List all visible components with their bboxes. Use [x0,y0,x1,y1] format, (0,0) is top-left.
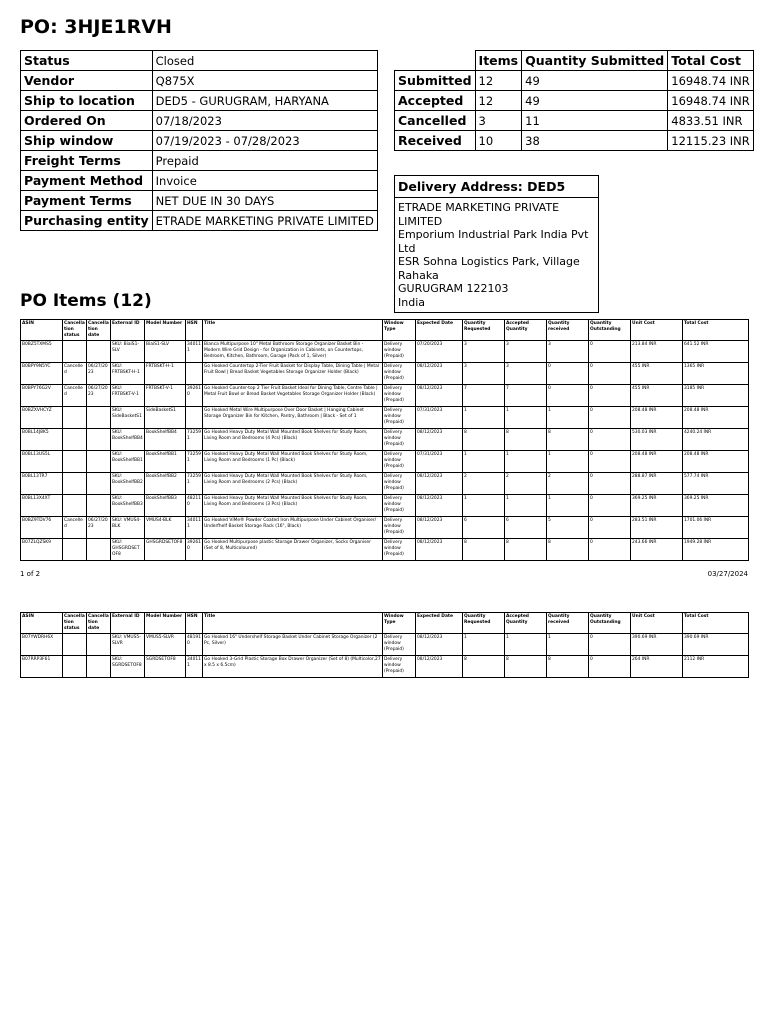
cell-hsn [186,407,203,429]
cell-hsn: 732591 [186,473,203,495]
detail-value: 07/18/2023 [152,111,377,131]
table-row [21,341,749,363]
col-header-window-type: Window Type [383,613,416,634]
cell-cancellation-status [63,473,87,495]
cell-quantity-received: 3 [547,341,589,363]
cell-unit-cost: 213.84 INR [631,341,683,363]
cell-expected-date: 08/12/2023 [416,539,463,561]
table-row [21,473,749,495]
cell-quantity-outstanding: 0 [589,517,631,539]
col-header-expected-date: Expected Date [416,613,463,634]
cell-cancellation-status: Cancelled [63,517,87,539]
col-header-quantity-received: Quantity received [547,320,589,341]
cell-total-cost: 4240.24 INR [683,429,749,451]
po-items-table-page-1 [20,319,749,561]
cell-quantity-requested: 8 [463,429,505,451]
detail-row-status [21,51,378,71]
cell-quantity-received: 1 [547,495,589,517]
col-header-external-id: External ID [111,613,145,634]
cell-cancellation-status [63,451,87,473]
col-header-accepted-quantity: Accepted Quantity [505,320,547,341]
cell-window-type: Delivery window (Prepaid) [383,407,416,429]
cell-cancellation-status: Cancelled [63,363,87,385]
cell-asin: B07ZLQZSK9 [21,539,63,561]
cell-total-cost: 2112 INR [683,656,749,678]
cell-unit-cost: 530.03 INR [631,429,683,451]
cell-cancellation-date [87,341,111,363]
col-header-quantity-requested: Quantity Requested [463,613,505,634]
detail-row-purchasing-entity [21,211,378,231]
cell-external-id: SKU: SideBasketS1 [111,407,145,429]
cell-title: Go Hooked Heavy Duty Metal Wall Mounted Book Shelves for Study Room, Living Room and Bedrooms (4 Pcs) (Black) [203,429,383,451]
cell-unit-cost: 455 INR [631,363,683,385]
cell-accepted-quantity: 2 [505,473,547,495]
cell-total-cost: 1365 INR [683,363,749,385]
po-items-title: PO Items (12) [20,291,152,311]
cell-total-cost: 1701.06 INR [683,517,749,539]
col-header-cancellation-date: Cancellation date [87,320,111,341]
cell-total-cost: 208.48 INR [683,407,749,429]
cell-total-cost: 3185 INR [683,385,749,407]
summary-cost: 16948.74 INR [668,71,754,91]
cell-hsn: 732591 [186,429,203,451]
cell-quantity-outstanding: 0 [589,407,631,429]
col-header-accepted-quantity: Accepted Quantity [505,613,547,634]
cell-cancellation-date [87,473,111,495]
col-header-hsn: HSN [186,320,203,341]
po-details-table [20,50,378,231]
cell-title: Go Hooked Counter-top 2 Tier Fruit Basket Ideal for Dining Table, Centre Table | Metal Fruit Bowl or Bread Basket Vegetables Storage Organizer Holder (Black) [203,385,383,407]
summary-label: Received [395,131,476,151]
cell-window-type: Delivery window (Prepaid) [383,363,416,385]
cell-quantity-requested: 3 [463,341,505,363]
cell-expected-date: 08/12/2023 [416,473,463,495]
detail-label: Vendor [21,71,153,91]
cell-title: Go Hooked Heavy Duty Metal Wall Mounted Book Shelves for Study Room, Living Room and Bedrooms (2 Pcs) (Black) [203,473,383,495]
summary-corner [395,51,476,71]
cell-cancellation-status [63,429,87,451]
cell-asin: B07RRP3F61 [21,656,63,678]
cell-hsn: 340111 [186,341,203,363]
cell-external-id: SKU: FRTBSKT-H-1 [111,363,145,385]
address-line: ESR Sohna Logistics Park, Village Rahaka [398,255,580,282]
detail-value: NET DUE IN 30 DAYS [152,191,377,211]
cell-quantity-received: 5 [547,517,589,539]
summary-row-cancelled [395,111,754,131]
cell-title: Go Hooked Heavy Duty Metal Wall Mounted Book Shelves for Study Room, Living Room and Bedrooms (1 Pc) (Black) [203,451,383,473]
cell-accepted-quantity: 8 [505,656,547,678]
cell-title: Go Hooked 3-Grid Plastic Storage Box Drawer Organizer (Set of 8) (Multicolor,27 x 8.5 x 6.5cm) [203,656,383,678]
col-header-quantity-requested: Quantity Requested [463,320,505,341]
col-header-window-type: Window Type [383,320,416,341]
summary-label: Accepted [395,91,476,111]
table-row [21,634,749,656]
cell-title: Bianca Multipurpose 10" Metal Bathroom Storage Organizer Basket Bin - Modern Wire Grid Design - for Organization in Cabinets, on Countertops, Bedroom, Kitchen, Bathroom, Garage (Pack of 1, Silver) [203,341,383,363]
detail-row-payment-method [21,171,378,191]
cell-expected-date: 07/20/2023 [416,341,463,363]
cell-asin: B0BL13US5L [21,451,63,473]
cell-unit-cost: 208.48 INR [631,451,683,473]
cell-expected-date: 07/31/2023 [416,407,463,429]
detail-value: 07/19/2023 - 07/28/2023 [152,131,377,151]
cell-external-id: SKU: BookShelfBB1 [111,451,145,473]
cell-accepted-quantity: 1 [505,407,547,429]
cell-cancellation-date [87,429,111,451]
summary-items: 12 [475,71,522,91]
cell-asin: B0BL14J8K5 [21,429,63,451]
detail-label: Purchasing entity [21,211,153,231]
cell-model-number: VMUS5-SLVR [145,634,186,656]
items-header-row [21,320,749,341]
cell-hsn: 481910 [186,634,203,656]
summary-cost: 4833.51 INR [668,111,754,131]
cell-model-number: BookShelfBB1 [145,451,186,473]
cell-unit-cost: 390.69 INR [631,634,683,656]
cell-window-type: Delivery window (Prepaid) [383,539,416,561]
cell-quantity-requested: 8 [463,539,505,561]
cell-external-id: SKU: BookShelfBB2 [111,473,145,495]
cell-accepted-quantity: 6 [505,517,547,539]
summary-items: 10 [475,131,522,151]
cell-title: Go Hooked Metal Wire Multipurpose Over Door Basket | Hanging Cabinet Storage Organizer Bin for Kitchen, Pantry, Bathroom | Black - Set of 1 [203,407,383,429]
detail-row-payment-terms [21,191,378,211]
cell-title: Go Hooked Heavy Duty Metal Wall Mounted Book Shelves for Study Room, Living Room and Bedrooms (3 Pcs) (Black) [203,495,383,517]
detail-row-ship-window [21,131,378,151]
cell-cancellation-status [63,634,87,656]
detail-label: Payment Method [21,171,153,191]
summary-qty: 38 [522,131,668,151]
cell-total-cost: 1949.28 INR [683,539,749,561]
col-header-asin: ASIN [21,320,63,341]
summary-cost: 12115.23 INR [668,131,754,151]
summary-items: 12 [475,91,522,111]
detail-row-freight-terms [21,151,378,171]
detail-label: Ship to location [21,91,153,111]
table-row [21,451,749,473]
po-title: PO: 3HJE1RVH [20,16,172,38]
cell-accepted-quantity: 8 [505,539,547,561]
cell-quantity-outstanding: 0 [589,429,631,451]
cell-cancellation-status [63,656,87,678]
cell-expected-date: 08/12/2023 [416,656,463,678]
cell-asin: B0BZ5TXMS5 [21,341,63,363]
summary-label: Submitted [395,71,476,91]
cell-quantity-requested: 6 [463,517,505,539]
table-row [21,385,749,407]
delivery-address-box [394,175,599,313]
cell-cancellation-date [87,539,111,561]
cell-total-cost: 577.74 INR [683,473,749,495]
detail-label: Ordered On [21,111,153,131]
cell-model-number: SideBasketS1 [145,407,186,429]
cell-quantity-requested: 7 [463,385,505,407]
summary-cost: 16948.74 INR [668,91,754,111]
cell-accepted-quantity: 1 [505,634,547,656]
cell-model-number: GHSGRDSETOF8 [145,539,186,561]
col-header-quantity-outstanding: Quantity Outstanding [589,613,631,634]
summary-qty: 11 [522,111,668,131]
cell-quantity-received: 1 [547,407,589,429]
cell-cancellation-date [87,656,111,678]
col-header-cancellation-status: Cancellation status [63,613,87,634]
summary-row-accepted [395,91,754,111]
cell-cancellation-date [87,495,111,517]
cell-cancellation-status [63,341,87,363]
cell-expected-date: 08/12/2023 [416,363,463,385]
cell-cancellation-status [63,495,87,517]
cell-quantity-requested: 2 [463,473,505,495]
cell-asin: B0BPY76G2V [21,385,63,407]
cell-model-number: SGRDSETOF8 [145,656,186,678]
cell-quantity-outstanding: 0 [589,473,631,495]
cell-quantity-received: 1 [547,634,589,656]
detail-label: Ship window [21,131,153,151]
cell-quantity-received: 0 [547,385,589,407]
delivery-address-body [395,198,598,312]
cell-hsn: 340111 [186,517,203,539]
col-header-total-cost: Total Cost [683,320,749,341]
cell-quantity-outstanding: 0 [589,656,631,678]
cell-quantity-outstanding: 0 [589,385,631,407]
cell-total-cost: 369.25 INR [683,495,749,517]
cell-cancellation-date: 06/27/2023 [87,385,111,407]
cell-expected-date: 07/31/2023 [416,451,463,473]
summary-header-cost: Total Cost [668,51,754,71]
cell-cancellation-date [87,407,111,429]
address-line: GURUGRAM 122103 [398,282,509,295]
cell-accepted-quantity: 1 [505,451,547,473]
po-items-table-page-2 [20,612,749,678]
cell-expected-date: 08/12/2023 [416,517,463,539]
cell-asin: B0BL13X4XT [21,495,63,517]
print-date: 03/27/2024 [707,570,748,578]
cell-quantity-received: 8 [547,656,589,678]
col-header-hsn: HSN [186,613,203,634]
cell-model-number: BiaiS1-SLV [145,341,186,363]
cell-expected-date: 08/12/2023 [416,634,463,656]
cell-quantity-outstanding: 0 [589,634,631,656]
cell-window-type: Delivery window (Prepaid) [383,341,416,363]
cell-quantity-received: 8 [547,429,589,451]
col-header-title: Title [203,613,383,634]
col-header-asin: ASIN [21,613,63,634]
cell-accepted-quantity: 1 [505,495,547,517]
cell-quantity-requested: 3 [463,363,505,385]
cell-quantity-outstanding: 0 [589,495,631,517]
col-header-title: Title [203,320,383,341]
detail-label: Status [21,51,153,71]
cell-hsn: 392610 [186,385,203,407]
cell-accepted-quantity: 8 [505,429,547,451]
cell-quantity-received: 8 [547,539,589,561]
cell-title: Go Hooked Multipurpose plastic Storage Drawer Organizer, Socks Organiser (Set of 8, Multicoloured) [203,539,383,561]
cell-title: Go Hooked ViMe® Powder Coated Iron Multipurpose Under Cabinet Organiser/ Underfhelf Basket Storage Rack (16", Black) [203,517,383,539]
cell-unit-cost: 264 INR [631,656,683,678]
cell-asin: B0BL13TR7 [21,473,63,495]
cell-hsn: 732591 [186,451,203,473]
cell-cancellation-status: Cancelled [63,385,87,407]
cell-expected-date: 08/12/2023 [416,429,463,451]
cell-cancellation-date: 06/27/2023 [87,363,111,385]
cell-asin: B0BZXVHCYZ [21,407,63,429]
col-header-unit-cost: Unit Cost [631,320,683,341]
detail-value: Closed [152,51,377,71]
cell-unit-cost: 369.25 INR [631,495,683,517]
cell-external-id: SKU: FRTBSKT-V-1 [111,385,145,407]
cell-total-cost: 208.48 INR [683,451,749,473]
cell-hsn: 482110 [186,495,203,517]
cell-window-type: Delivery window (Prepaid) [383,634,416,656]
cell-quantity-requested: 8 [463,656,505,678]
cell-accepted-quantity: 3 [505,341,547,363]
cell-asin: B0BZ9TDV76 [21,517,63,539]
detail-value: DED5 - GURUGRAM, HARYANA [152,91,377,111]
summary-row-received [395,131,754,151]
detail-value: Invoice [152,171,377,191]
address-line: ETRADE MARKETING PRIVATE LIMITED [398,201,560,228]
detail-value: ETRADE MARKETING PRIVATE LIMITED [152,211,377,231]
summary-header-qty: Quantity Submitted [522,51,668,71]
table-row [21,517,749,539]
cell-unit-cost: 208.48 INR [631,407,683,429]
cell-title: Go Hooked 16" Undershelf Storage Basket Under Cabinet Storage Organizer (2 Pc, Silver) [203,634,383,656]
cell-quantity-requested: 1 [463,634,505,656]
cell-external-id: SKU: SGRDSETOF8 [111,656,145,678]
table-row [21,429,749,451]
detail-value: Prepaid [152,151,377,171]
cell-unit-cost: 283.51 INR [631,517,683,539]
detail-row-ordered-on [21,111,378,131]
table-row [21,539,749,561]
cell-asin: B0BPY9N5YC [21,363,63,385]
detail-label: Freight Terms [21,151,153,171]
cell-window-type: Delivery window (Prepaid) [383,656,416,678]
detail-value: Q875X [152,71,377,91]
page-number: 1 of 2 [20,570,41,578]
po-summary-table [394,50,754,151]
cell-cancellation-date: 06/27/2023 [87,517,111,539]
table-row [21,656,749,678]
cell-quantity-outstanding: 0 [589,539,631,561]
cell-cancellation-date [87,634,111,656]
cell-quantity-received: 2 [547,473,589,495]
cell-cancellation-status [63,407,87,429]
cell-model-number: BookShelfBB4 [145,429,186,451]
summary-row-submitted [395,71,754,91]
cell-quantity-received: 1 [547,451,589,473]
cell-model-number: FRTBSKT-V-1 [145,385,186,407]
cell-quantity-outstanding: 0 [589,341,631,363]
cell-window-type: Delivery window (Prepaid) [383,429,416,451]
col-header-quantity-outstanding: Quantity Outstanding [589,320,631,341]
address-line: Emporium Industrial Park India Pvt Ltd [398,228,589,255]
summary-label: Cancelled [395,111,476,131]
items-header-row [21,613,749,634]
delivery-address-title: Delivery Address: DED5 [395,176,598,198]
cell-accepted-quantity: 3 [505,363,547,385]
address-line: India [398,295,425,309]
summary-header-items: Items [475,51,522,71]
cell-window-type: Delivery window (Prepaid) [383,517,416,539]
col-header-model-number: Model Number [145,320,186,341]
cell-external-id: SKU: BiaiS1-SLV [111,341,145,363]
cell-external-id: SKU: BookShelfBB4 [111,429,145,451]
cell-window-type: Delivery window (Prepaid) [383,473,416,495]
cell-total-cost: 641.52 INR [683,341,749,363]
col-header-total-cost: Total Cost [683,613,749,634]
col-header-expected-date: Expected Date [416,320,463,341]
table-row [21,407,749,429]
cell-total-cost: 390.69 INR [683,634,749,656]
summary-qty: 49 [522,91,668,111]
cell-expected-date: 08/12/2023 [416,495,463,517]
cell-cancellation-status [63,539,87,561]
cell-quantity-received: 0 [547,363,589,385]
cell-cancellation-date [87,451,111,473]
col-header-cancellation-date: Cancellation date [87,613,111,634]
cell-quantity-requested: 1 [463,495,505,517]
cell-unit-cost: 243.66 INR [631,539,683,561]
cell-expected-date: 08/12/2023 [416,385,463,407]
cell-unit-cost: 288.87 INR [631,473,683,495]
col-header-quantity-received: Quantity received [547,613,589,634]
cell-model-number: BookShelfBB3 [145,495,186,517]
cell-unit-cost: 455 INR [631,385,683,407]
cell-hsn: 340111 [186,656,203,678]
cell-accepted-quantity: 7 [505,385,547,407]
detail-row-vendor [21,71,378,91]
cell-quantity-requested: 1 [463,451,505,473]
table-row [21,363,749,385]
cell-external-id: SKU: VMUS4-BLK [111,517,145,539]
summary-items: 3 [475,111,522,131]
cell-model-number: VMUS4-BLK [145,517,186,539]
cell-model-number: FRTBSKT-H-1 [145,363,186,385]
col-header-cancellation-status: Cancellation status [63,320,87,341]
cell-hsn: 392610 [186,539,203,561]
cell-quantity-outstanding: 0 [589,451,631,473]
col-header-external-id: External ID [111,320,145,341]
cell-window-type: Delivery window (Prepaid) [383,451,416,473]
cell-asin: B07YWDRH6X [21,634,63,656]
cell-quantity-requested: 1 [463,407,505,429]
detail-label: Payment Terms [21,191,153,211]
detail-row-ship-to [21,91,378,111]
cell-title: Go Hooked Countertop 2-Tier Fruit Basket for Display Table, Dining Table | Metal Fruit Bowl | Bread Basket Vegetables Storage Organizer Holder (Black) [203,363,383,385]
col-header-unit-cost: Unit Cost [631,613,683,634]
cell-external-id: SKU: VMUS5-SLVR [111,634,145,656]
cell-window-type: Delivery window (Prepaid) [383,495,416,517]
cell-model-number: BookShelfBB2 [145,473,186,495]
cell-external-id: SKU: GHSGRDSETOF8 [111,539,145,561]
cell-window-type: Delivery window (Prepaid) [383,385,416,407]
summary-qty: 49 [522,71,668,91]
cell-quantity-outstanding: 0 [589,363,631,385]
cell-hsn [186,363,203,385]
cell-external-id: SKU: BookShelfBB3 [111,495,145,517]
table-row [21,495,749,517]
col-header-model-number: Model Number [145,613,186,634]
